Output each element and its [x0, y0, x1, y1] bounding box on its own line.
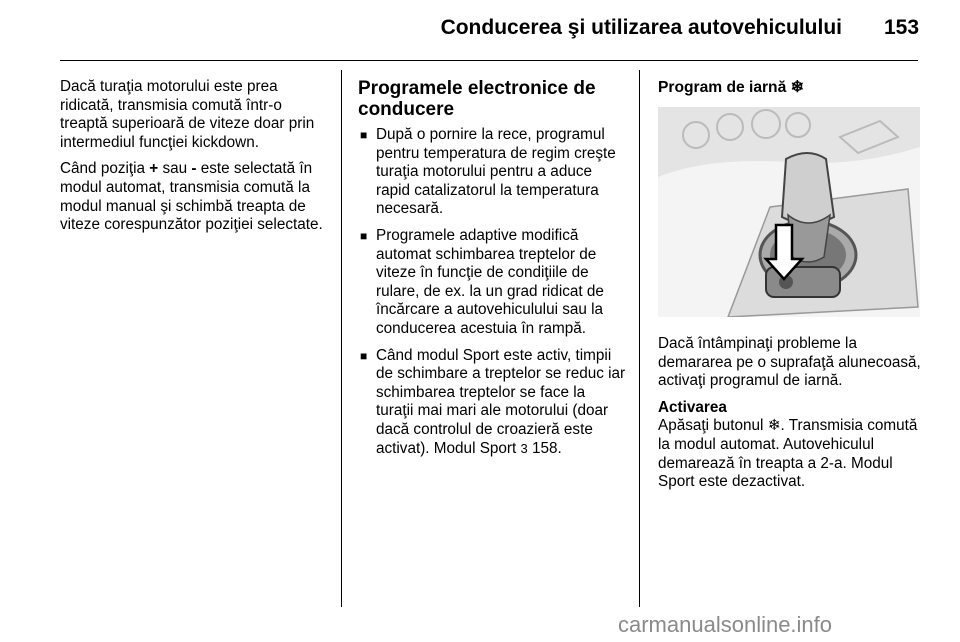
bullet-item: ■ După o pornire la rece, programul pentru temperatura de regim creşte turaţia motorului pentru a aduce rapid catalizatorul la temperatura necesară.	[360, 126, 616, 218]
kickdown-paragraph: Dacă turaţia motorului este prea ridicată, transmisia comută într-o treaptă superioară de viteze doar prin intermediul funcţiei kickdown.	[60, 78, 315, 151]
column-divider-right	[639, 70, 640, 607]
bullet-marker: ■	[360, 228, 368, 243]
activation-paragraph: Apăsaţi butonul ❄. Transmisia comută la modul automat. Autovehiculul demarează în treapta a 2-a. Modul Sport este dezactivat.	[658, 417, 918, 491]
activation-subheading: Activarea	[658, 398, 727, 416]
bullet-marker: ■	[360, 348, 368, 363]
plus-symbol: +	[149, 160, 159, 178]
watermark: carmanualsonline.info	[618, 612, 833, 637]
column-right	[658, 78, 924, 500]
page-number: 153	[884, 16, 920, 39]
gear-selector-illustration	[658, 107, 920, 317]
winter-intro-paragraph: Dacă întâmpinaţi probleme la demararea pe o suprafaţă alunecoasă, activaţi programul de iarnă.	[658, 335, 921, 390]
column-left	[60, 78, 332, 243]
snowflake-icon: ❄	[790, 79, 805, 96]
snowflake-button-icon: ❄	[767, 417, 781, 435]
page-reference-arrow-icon: 3	[520, 440, 528, 456]
page-header-title: Conducerea şi utilizarea autovehiculului	[440, 16, 842, 39]
bullet-marker: ■	[360, 128, 368, 142]
column-divider-left	[341, 70, 342, 607]
bullet-item: ■ Când modul Sport este activ, timpii de schimbare a treptelor se reduc iar schimbarea treptelor se face la turaţii mai mari ale motorului (doar dacă controlul de croazieră este activat). Modul Sport 3 158.	[360, 346, 626, 457]
minus-symbol: -	[191, 160, 197, 178]
section-heading-winter: Program de iarnă ❄	[658, 79, 805, 96]
header-rule	[60, 60, 918, 61]
programs-bullet-list	[358, 126, 626, 458]
bullet-item: ■ Programele adaptive modifică automat schimbarea treptelor de viteze în funcţie de condiţiile de rulare, de ex. la un grad ridicat de încărcare a autovehiculului sau la conducerea acestuia în rampă.	[360, 226, 604, 337]
manual-mode-paragraph: Când poziţia + sau - este selectată în modul automat, transmisia comută la modul manual şi schimbă treapta de viteze corespunzător poziţiei selectate.	[60, 160, 323, 234]
column-middle	[358, 78, 626, 466]
section-heading-programs: Programele electronice de conducere	[358, 78, 596, 120]
